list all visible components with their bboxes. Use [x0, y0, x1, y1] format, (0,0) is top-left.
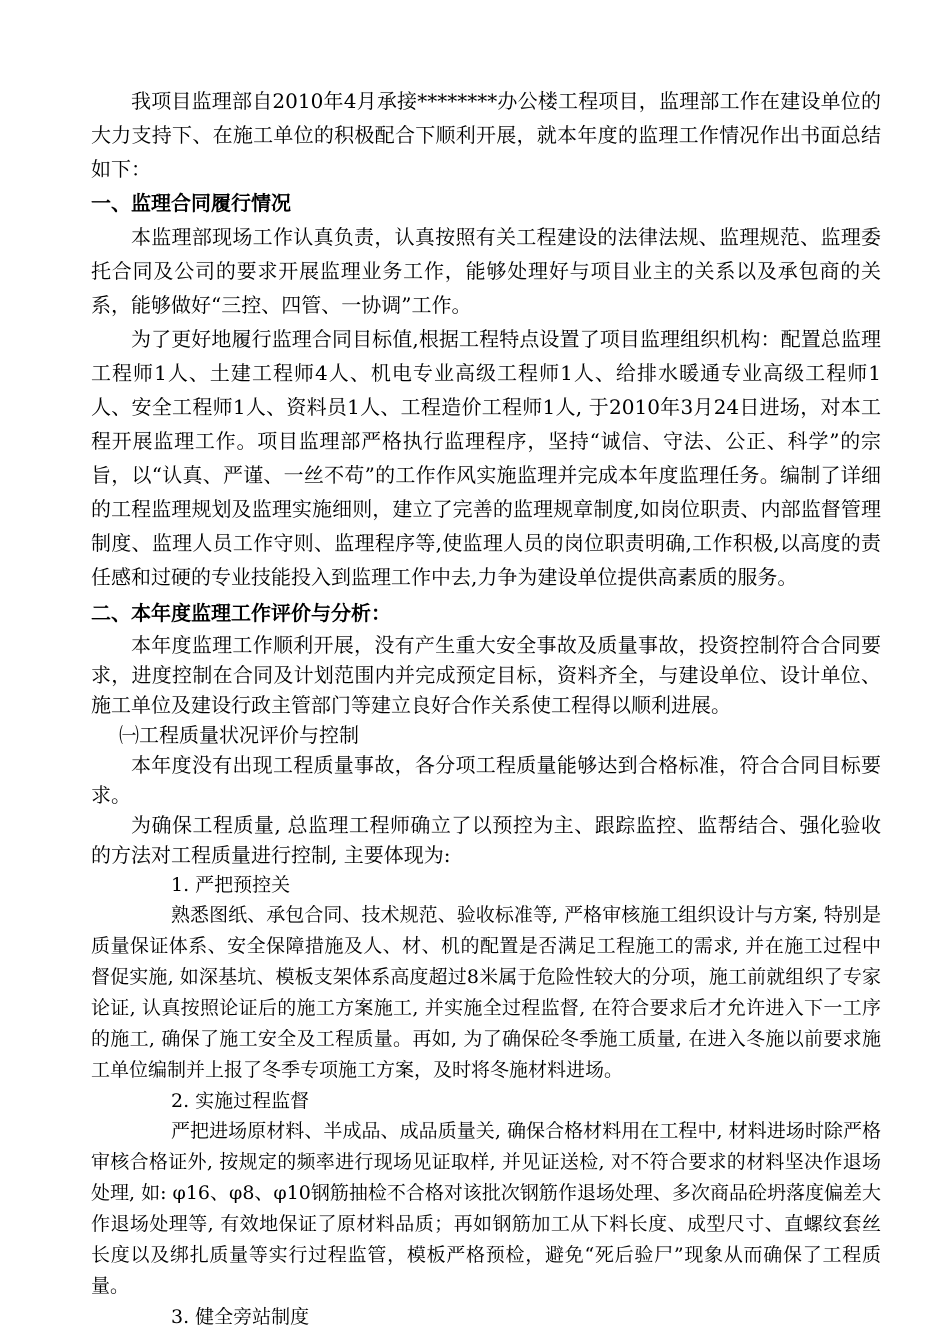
item3-title: 3. 健全旁站制度 [171, 1306, 310, 1328]
section2-paragraph-3: 为确保工程质量, 总监理工程师确立了以预控为主、跟踪监控、监帮结合、强化验收的方法对工程质量进行控制, 主要体现为: [91, 813, 881, 867]
section2-paragraph-1: 本年度监理工作顺利开展，没有产生重大安全事故及质量事故，投资控制符合合同要求，进度控制在合同及计划范围内并完成预定目标，资料齐全，与建设单位、设计单位、施工单位及建设行政主管部门等建立良好合作关系使工程得以顺利进展。 [91, 633, 881, 717]
intro-paragraph: 我项目监理部自2010年4月承接********办公楼工程项目，监理部工作在建设单位的大力支持下、在施工单位的积极配合下顺利开展，就本年度的监理工作情况作出书面总结如下： [91, 89, 881, 181]
section2-paragraph-2: 本年度没有出现工程质量事故，各分项工程质量能够达到合格标准，符合合同目标要求。 [91, 753, 881, 807]
item2-body: 严把进场原材料、半成品、成品质量关, 确保合格材料用在工程中, 材料进场时除严格审核合格证外, 按规定的频率进行现场见证取样, 并见证送检, 对不符合要求的材料坚决作退场处理, 如: φ16、φ8、φ10钢筋抽检不合格对该批次钢筋作退场处理、多次商品砼坍落度偏差大作退场处理等, 有效地保证了原材料品质；再如钢筋加工从下料长度、成型尺寸、直螺纹套丝长度以及绑扎质量等实行过程监管，模板严格预检，避免“死后验尸”现象从而确保了工程质量。 [91, 1120, 881, 1297]
document-page [91, 84, 881, 1332]
item1-body: 熟悉图纸、承包合同、技术规范、验收标准等, 严格审核施工组织设计与方案, 特别是质量保证体系、安全保障措施及人、材、机的配置是否满足工程施工的需求, 并在施工过程中督促实施, 如深基坑、模板支架体系高度超过8米属于危险性较大的分项，施工前就组织了专家论证, 认真按照论证后的施工方案施工, 并实施全过程监督, 在符合要求后才允许进入下一工序的施工, 确保了施工安全及工程质量。再如, 为了确保砼冬季施工质量, 在进入冬施以前要求施工单位编制并上报了冬季专项施工方案，及时将冬施材料进场。 [91, 904, 881, 1081]
item1-title: 1. 严把预控关 [171, 874, 291, 896]
item2-title: 2. 实施过程监督 [171, 1090, 310, 1112]
section1-paragraph-1: 本监理部现场工作认真负责，认真按照有关工程建设的法律法规、监理规范、监理委托合同及公司的要求开展监理业务工作，能够处理好与项目业主的关系以及承包商的关系，能够做好“三控、四管、一协调”工作。 [91, 225, 881, 317]
subsection-quality-heading: ㈠工程质量状况评价与控制 [119, 723, 359, 747]
section1-heading: 一、监理合同履行情况 [91, 191, 291, 215]
section1-paragraph-2: 为了更好地履行监理合同目标值,根据工程特点设置了项目监理组织机构：配置总监理工程师1人、土建工程师4人、机电专业高级工程师1人、给排水暖通专业高级工程师1人、安全工程师1人、资料员1人、工程造价工程师1人, 于2010年3月24日进场，对本工程开展监理工作。项目监理部严格执行监理程序，坚持“诚信、守法、公正、科学”的宗旨，以“认真、严谨、一丝不苟”的工作作风实施监理并完成本年度监理任务。编制了详细的工程监理规划及监理实施细则，建立了完善的监理规章制度,如岗位职责、内部监督管理制度、监理人员工作守则、监理程序等,使监理人员的岗位职责明确,工作积极,以高度的责任感和过硬的专业技能投入到监理工作中去,力争为建设单位提供高素质的服务。 [91, 327, 881, 589]
section2-heading: 二、本年度监理工作评价与分析： [91, 601, 391, 625]
